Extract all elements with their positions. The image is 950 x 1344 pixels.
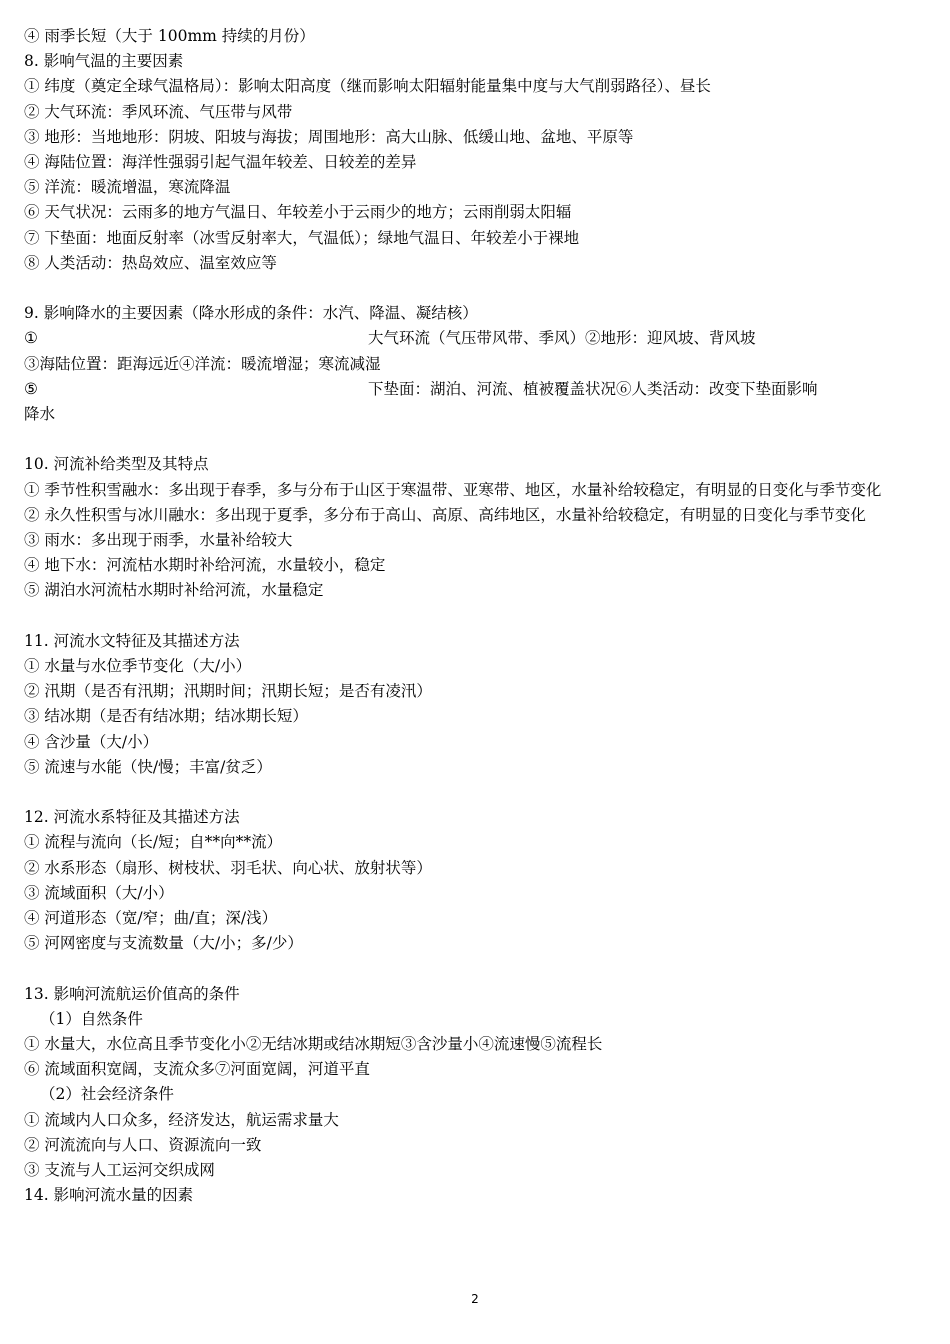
text-line: ④ 含沙量（大/小） — [24, 732, 159, 751]
text-line: ③ 雨水：多出现于雨季，水量补给较大 — [24, 531, 293, 550]
text-line: ④ 河道形态（宽/窄；曲/直；深/浅） — [24, 909, 278, 928]
blank-line — [24, 604, 904, 629]
blank-line — [24, 427, 904, 452]
text-line: ③ 结冰期（是否有结冰期；结冰期长短） — [24, 707, 308, 726]
text-fragment: ① — [24, 329, 38, 348]
text-line: ③ 支流与人工运河交织成网 — [24, 1161, 215, 1180]
document-body — [24, 24, 904, 1208]
text-line: ④ 雨季长短（大于 100mm 持续的月份） — [24, 27, 315, 45]
text-line: ④ 海陆位置：海洋性强弱引起气温年较差、日较差的差异 — [24, 153, 417, 172]
text-line: ② 水系形态（扇形、树枝状、羽毛状、向心状、放射状等） — [24, 858, 432, 877]
blank-line — [24, 956, 904, 981]
section-heading: 12. 河流水系特征及其描述方法 — [24, 808, 240, 827]
text-paragraph: ② 永久性积雪与冰川融水：多出现于夏季，多分布于高山、高原、高纬地区，水量补给较稳定，有明显的日变化与季节变化 — [24, 505, 866, 524]
text-line: ⑤ 湖泊水河流枯水期时补给河流，水量稳定 — [24, 581, 324, 600]
text-line: ② 汛期（是否有汛期；汛期时间；汛期长短；是否有凌汛） — [24, 682, 432, 701]
subsection-heading: （2）社会经济条件 — [40, 1085, 174, 1104]
text-line: ① 水量大，水位高且季节变化小②无结冰期或结冰期短③含沙量小④流速慢⑤流程长 — [24, 1035, 603, 1054]
section-heading: 13. 影响河流航运价值高的条件 — [24, 984, 240, 1003]
section-heading: 11. 河流水文特征及其描述方法 — [24, 631, 240, 650]
subsection-heading: （1）自然条件 — [40, 1009, 143, 1028]
text-line: ⑤ 流速与水能（快/慢；丰富/贫乏） — [24, 757, 272, 776]
text-line: ⑤ 河网密度与支流数量（大/小；多/少） — [24, 934, 303, 953]
page-number: 2 — [471, 1292, 479, 1306]
text-line: ③海陆位置：距海远近④洋流：暖流增湿；寒流减湿 — [24, 354, 381, 373]
text-line: ⑥ 天气状况：云雨多的地方气温日、年较差小于云雨少的地方；云雨削弱太阳辐 — [24, 203, 572, 222]
section-heading: 9. 影响降水的主要因素（降水形成的条件：水汽、降温、凝结核） — [24, 304, 478, 323]
text-line: ⑧ 人类活动：热岛效应、温室效应等 — [24, 253, 277, 272]
text-line: ② 河流流向与人口、资源流向一致 — [24, 1135, 262, 1154]
blank-line — [24, 780, 904, 805]
text-line: ⑤ 洋流：暖流增温，寒流降温 — [24, 178, 231, 197]
text-line: ① 流域内人口众多，经济发达，航运需求量大 — [24, 1110, 339, 1129]
text-line — [24, 326, 904, 351]
text-fragment: 下垫面：湖泊、河流、植被覆盖状况⑥人类活动：改变下垫面影响 — [368, 379, 818, 398]
text-paragraph: ① 季节性积雪融水：多出现于春季，多与分布于山区于寒温带、亚寒带、地区，水量补给较稳定，有明显的日变化与季节变化 — [24, 480, 882, 499]
text-line — [24, 377, 904, 402]
text-line: 降水 — [24, 405, 56, 424]
text-fragment: ⑤ — [24, 379, 38, 398]
text-line: ③ 流域面积（大/小） — [24, 883, 174, 902]
text-line: ① 流程与流向（长/短；自**向**流） — [24, 833, 283, 852]
section-heading: 8. 影响气温的主要因素 — [24, 52, 184, 71]
section-heading: 14. 影响河流水量的因素 — [24, 1186, 194, 1205]
text-line: ④ 地下水：河流枯水期时补给河流，水量较小，稳定 — [24, 556, 386, 575]
text-fragment: 大气环流（气压带风带、季风）②地形：迎风坡、背风坡 — [368, 329, 756, 348]
text-line: ⑥ 流域面积宽阔，支流众多⑦河面宽阔，河道平直 — [24, 1060, 370, 1079]
text-line: ③ 地形：当地地形：阴坡、阳坡与海拔；周围地形：高大山脉、低缓山地、盆地、平原等 — [24, 127, 634, 146]
text-line: ① 水量与水位季节变化（大/小） — [24, 657, 252, 676]
text-line: ⑦ 下垫面：地面反射率（冰雪反射率大，气温低）；绿地气温日、年较差小于裸地 — [24, 228, 580, 247]
blank-line — [24, 276, 904, 301]
text-line: ② 大气环流：季风环流、气压带与风带 — [24, 102, 293, 121]
section-heading: 10. 河流补给类型及其特点 — [24, 455, 209, 474]
text-line: ① 纬度（奠定全球气温格局）：影响太阳高度（继而影响太阳辐射能量集中度与大气削弱路径）、昼长 — [24, 77, 711, 96]
